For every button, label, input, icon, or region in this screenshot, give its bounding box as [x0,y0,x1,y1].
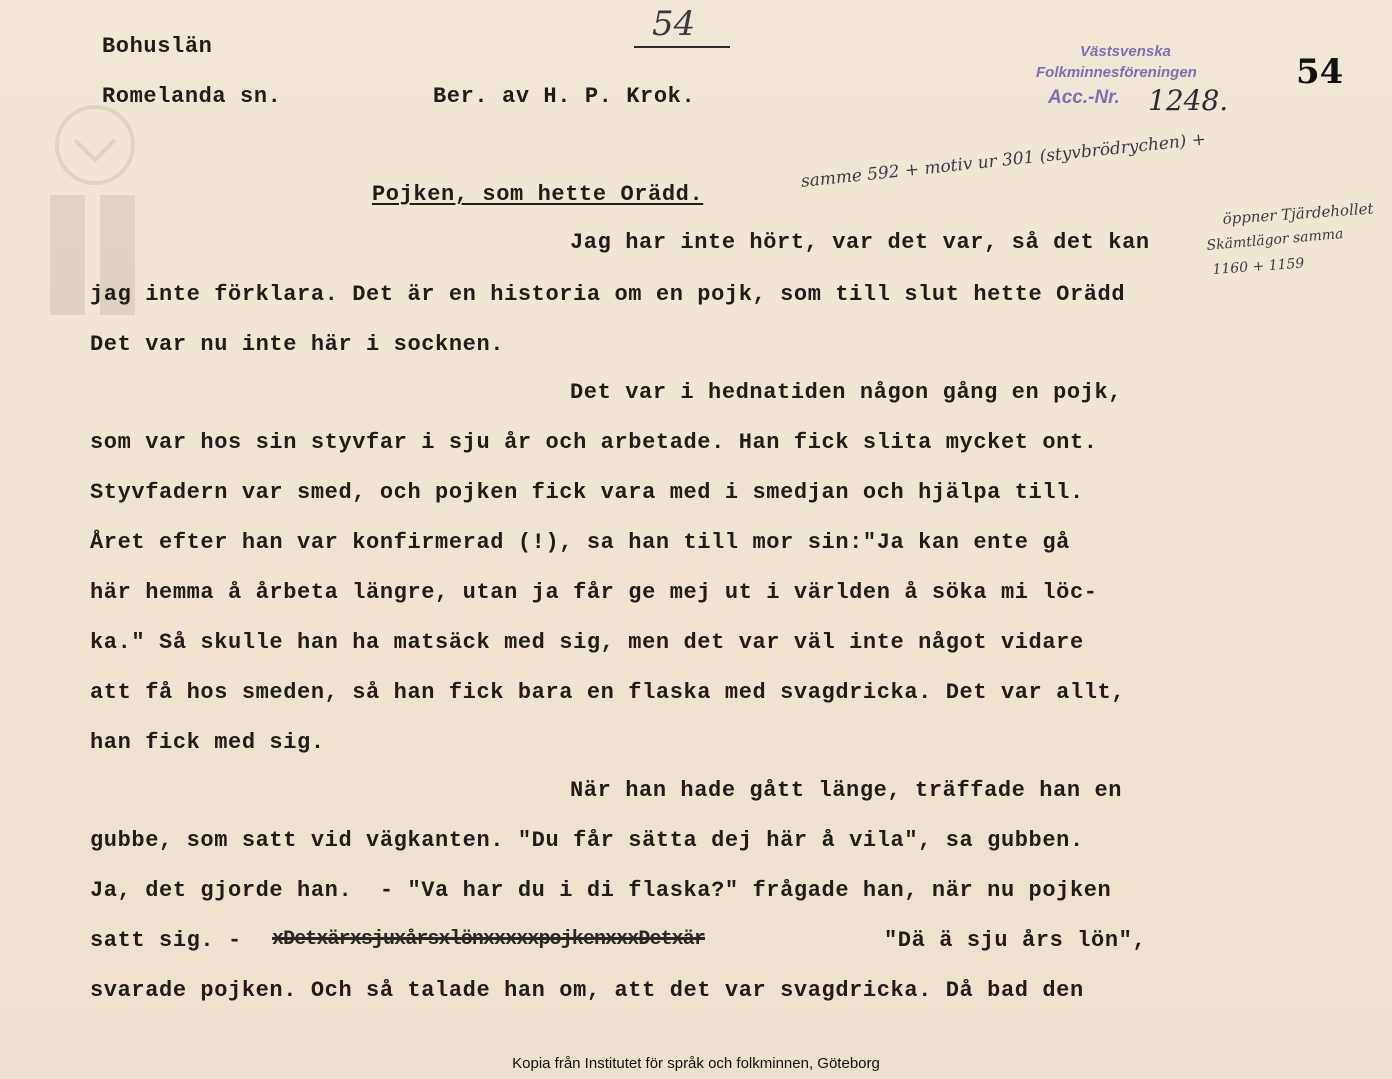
recorder-label: Ber. av H. P. Krok. [433,84,696,109]
body-line: att få hos smeden, så han fick bara en flaska med svagdricka. Det var allt, [90,680,1126,705]
story-title: Pojken, som hette Orädd. [372,182,704,207]
body-line: Ja, det gjorde han. - "Va har du i di flaska?" frågade han, när nu pojken [90,878,1112,903]
body-line: Det var i hednatiden någon gång en pojk, [570,380,1123,405]
province-label: Bohuslän [102,34,213,59]
parish-label: Romelanda sn. [102,84,282,109]
stamp-line-2: Folkminnesföreningen [1036,64,1197,81]
body-line: satt sig. - [90,928,242,953]
bleed-through-emblem [40,100,150,350]
archive-footer: Kopia från Institutet för språk och folkminnen, Göteborg [512,1055,880,1072]
stamp-acc-label: Acc.-Nr. [1048,87,1120,108]
body-line: Jag har inte hört, var det var, så det kan [570,230,1150,255]
margin-note-3: Skämtlägor samma [1206,226,1344,254]
body-line: som var hos sin styvfar i sju år och arbetade. Han fick slita mycket ont. [90,430,1098,455]
body-line: här hemma å årbeta längre, utan ja får ge mej ut i världen å söka mi löc- [90,580,1098,605]
handwritten-page-number: 54 [652,4,696,44]
body-line: Året efter han var konfirmerad (!), sa han till mor sin:"Ja kan ente gå [90,530,1070,555]
body-line: När han hade gått länge, träffade han en [570,778,1123,803]
body-line: jag inte förklara. Det är en historia om en pojk, som till slut hette Orädd [90,282,1126,307]
body-line: gubbe, som satt vid vägkanten. "Du får sätta dej här å vila", sa gubben. [90,828,1084,853]
body-line: han fick med sig. [90,730,325,755]
body-line: Styvfadern var smed, och pojken fick vara med i smedjan och hjälpa till. [90,480,1084,505]
page-number-underline [634,46,730,48]
struck-out-text: xDetxärxsjuxårsxlönxxxxxpojkenxxxDetxär [272,928,705,951]
margin-note-1: samme 592 + motiv ur 301 (styvbrödrychen) + [800,129,1207,192]
margin-note-4: 1160 + 1159 [1212,255,1305,278]
stamp-line-1: Västsvenska [1080,43,1171,60]
page-number: 54 [1296,52,1344,92]
body-line: svarade pojken. Och så talade han om, att det var svagdricka. Då bad den [90,978,1084,1003]
body-line: ka." Så skulle han ha matsäck med sig, men det var väl inte något vidare [90,630,1084,655]
accession-number: 1248. [1148,84,1229,117]
body-line: Det var nu inte här i socknen. [90,332,505,357]
margin-note-2: öppner Tjärdehollet [1222,199,1375,228]
body-line: "Dä ä sju års lön", [884,928,1147,953]
